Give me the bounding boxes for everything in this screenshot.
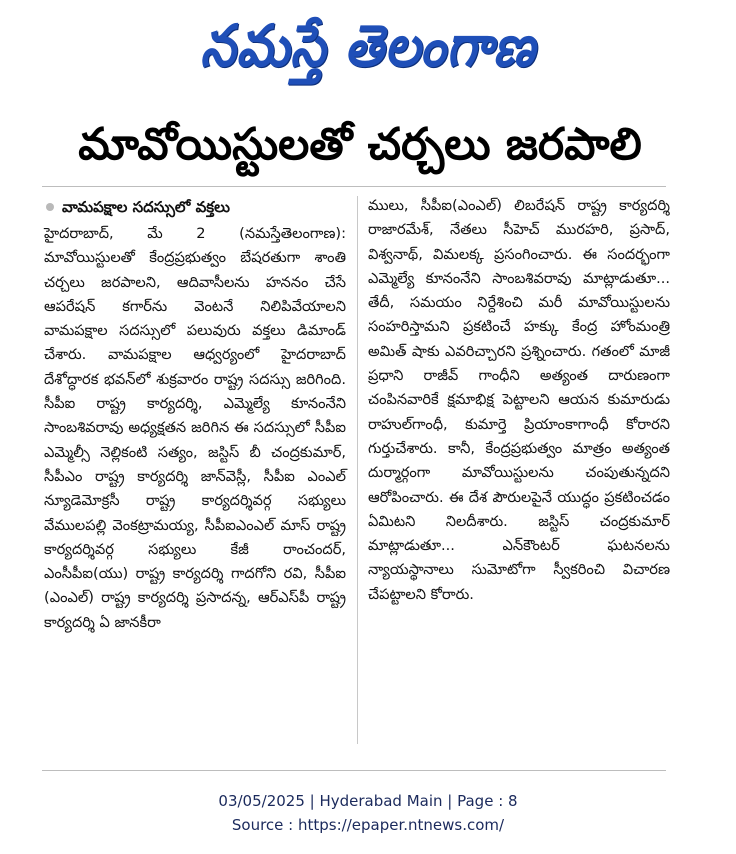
article-body-left: హైదరాబాద్, మే 2 (నమస్తేతెలంగాణ): మావోయిస్టులతో కేంద్రప్రభుత్వం బేషరతుగా శాంతి చర్చలు జరపాలని, ఆదివాసీలను హననం చేసే ఆపరేషన్ కగార్‌ను వెంటనే నిలిపివేయాలని వామపక్షాల సదస్సులో పలువురు వక్తలు డిమాండ్ చేశారు. వామపక్షాల ఆధ్వర్యంలో హైదరాబాద్ దేశోద్ధారక భవన్‌లో శుక్రవారం రాష్ట్ర సదస్సు జరిగింది. సీపీఐ రాష్ట్ర కార్యదర్శి, ఎమ్మెల్యే కూనంనేని సాంబశివరావు అధ్యక్షతన జరిగిన ఈ సదస్సులో సీపీఐ ఎమ్మెల్సీ నెల్లికంటి సత్యం, జస్టిస్ బీ చంద్రకుమార్, సీపీఎం రాష్ట్ర కార్యదర్శి జాన్‌వెస్లీ, సీపీఐ ఎంఎల్ న్యూడెమోక్రసీ రాష్ట్ర కార్యదర్శివర్గ సభ్యులు వేములపల్లి వెంకట్రామయ్య, సీపీఐఎంఎల్ మాస్ రాష్ట్ర కార్యదర్శివర్గ సభ్యులు కేజీ రాంచందర్, ఎంసీపీఐ(యు) రాష్ట్ర కార్యదర్శి గాదగోని రవి, సీపీఐ (ఎంఎల్) రాష్ట్ర కార్యదర్శి ప్రసాదన్న, ఆర్ఎస్‌పీ రాష్ట్ర కార్యదర్శి ఏ జానకీరా	[44, 225, 346, 631]
article-column-right	[368, 194, 670, 607]
footer-source: Source : https://epaper.ntnews.com/	[231, 816, 505, 834]
masthead-logo	[0, 4, 736, 88]
article-headline: మావోయిస్టులతో చర్చలు జరపాలి	[78, 119, 642, 170]
article-body-right: ములు, సీపీఐ(ఎంఎల్) లిబరేషన్ రాష్ట్ర కార్యదర్శి రాజారమేశ్, నేతలు సీహెచ్ మురహరి, ప్రసాద్, విశ్వనాథ్, విమలక్క ప్రసంగించారు. ఈ సందర్భంగా ఎమ్మెల్యే కూనంనేని సాంబశివరావు మాట్లాడుతూ... తేదీ, సమయం నిర్దేశించి మరీ మావోయిస్టులను సంహరిస్తామని ప్రకటించే హక్కు కేంద్ర హోంమంత్రి అమిత్ షాకు ఎవరిచ్చారని ప్రశ్నించారు. గతంలో మాజీ ప్రధాని రాజీవ్ గాంధీని అత్యంత దారుణంగా చంపినవారికే క్షమాభిక్ష పెట్టాలని ఆయన కుమారుడు రాహుల్‌గాంధీ, కుమార్తె ప్రియాంకాగాంధీ కోరారని గుర్తుచేశారు. కానీ, కేంద్రప్రభుత్వం మాత్రం అత్యంత దుర్మార్గంగా మావోయిస్టులను చంపుతున్నదని ఆరోపించారు. ఈ దేశ పౌరులపైనే యుద్ధం ప్రకటించడం ఏమిటని నిలదీశారు. జస్టిస్ చంద్రకుమార్ మాట్లాడుతూ... ఎన్‌కౌంటర్ ఘటనలను న్యాయస్థానాలు సుమోటోగా స్వీకరించి విచారణ చేపట్టాలని కోరారు.	[368, 197, 670, 603]
subheading	[44, 194, 346, 220]
masthead-title: నమస్తే తెలంగాణ	[200, 12, 536, 80]
top-divider	[42, 186, 666, 187]
subheading-text: వామపక్షాల సదస్సులో వక్తలు	[62, 198, 230, 216]
footer-meta: 03/05/2025 | Hyderabad Main | Page : 8	[218, 792, 518, 810]
column-divider	[357, 196, 358, 744]
article-column-left	[44, 194, 346, 635]
bullet-icon	[46, 203, 54, 211]
bottom-divider	[42, 770, 666, 771]
